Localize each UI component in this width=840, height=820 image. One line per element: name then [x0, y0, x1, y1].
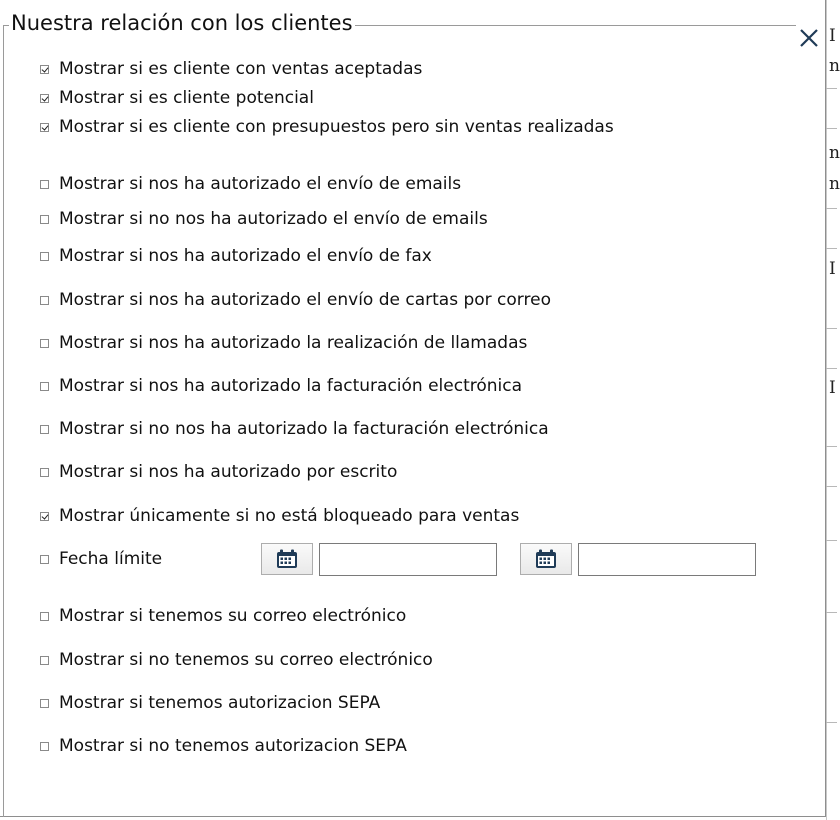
option-row-tenemos-sepa[interactable]	[40, 691, 380, 715]
option-label: Mostrar si nos ha autorizado el envío de fax	[59, 246, 432, 266]
checkbox-ventas-aceptadas[interactable]	[40, 65, 49, 74]
option-row-tenemos-correo[interactable]	[40, 604, 406, 628]
checkbox-tenemos-correo[interactable]	[40, 612, 49, 621]
option-label: Mostrar si no tenemos su correo electrónico	[59, 650, 433, 670]
checkbox-autorizado-llamadas[interactable]	[40, 339, 49, 348]
checkbox-no-tenemos-sepa[interactable]	[40, 742, 49, 751]
calendar-icon	[535, 549, 557, 569]
option-row-autorizado-facturacion[interactable]	[40, 374, 522, 398]
background-divider	[826, 446, 837, 447]
option-row-cliente-potencial[interactable]	[40, 86, 314, 110]
option-label: Mostrar si es cliente con ventas aceptadas	[59, 59, 423, 79]
background-text: I	[829, 26, 836, 46]
background-divider	[826, 208, 837, 209]
option-label: Fecha límite	[59, 549, 163, 569]
background-text: n	[829, 143, 840, 163]
option-label: Mostrar si no nos ha autorizado el envío de emails	[59, 209, 488, 229]
option-label: Mostrar si no tenemos autorizacion SEPA	[59, 736, 407, 756]
close-x-icon	[795, 24, 823, 52]
option-row-no-autorizado-emails[interactable]	[40, 207, 488, 231]
background-divider	[826, 88, 837, 89]
option-label: Mostrar si tenemos autorizacion SEPA	[59, 693, 381, 713]
option-label: Mostrar si nos ha autorizado el envío de emails	[59, 174, 462, 194]
date-from-input[interactable]	[319, 543, 497, 576]
background-divider	[826, 722, 837, 723]
background-window	[826, 0, 838, 820]
group-title: Nuestra relación con los clientes	[11, 11, 353, 35]
option-row-no-autorizado-facturacion[interactable]	[40, 417, 549, 441]
option-row-no-tenemos-sepa[interactable]	[40, 734, 407, 758]
background-text: I	[829, 259, 836, 279]
checkbox-cliente-potencial[interactable]	[40, 94, 49, 103]
checkbox-tenemos-sepa[interactable]	[40, 699, 49, 708]
checkbox-autorizado-emails[interactable]	[40, 180, 49, 189]
option-row-autorizado-fax[interactable]	[40, 244, 432, 268]
date-to-input[interactable]	[578, 543, 756, 576]
background-text: n	[829, 174, 840, 194]
checkbox-no-autorizado-emails[interactable]	[40, 215, 49, 224]
option-label: Mostrar si es cliente con presupuestos pero sin ventas realizadas	[59, 117, 614, 137]
background-divider	[826, 248, 837, 249]
checkbox-no-tenemos-correo[interactable]	[40, 656, 49, 665]
option-row-no-bloqueado-ventas[interactable]	[40, 504, 519, 528]
option-row-autorizado-cartas[interactable]	[40, 288, 551, 312]
option-label: Mostrar si tenemos su correo electrónico	[59, 606, 407, 626]
option-row-autorizado-escrito[interactable]	[40, 460, 397, 484]
checkbox-no-bloqueado-ventas[interactable]	[40, 512, 49, 521]
option-row-presupuestos-sin-ventas[interactable]	[40, 115, 614, 139]
calendar-icon	[276, 549, 298, 569]
option-label: Mostrar si es cliente potencial	[59, 88, 314, 108]
date-from-calendar-button[interactable]	[261, 543, 313, 575]
checkbox-autorizado-escrito[interactable]	[40, 468, 49, 477]
option-row-no-tenemos-correo[interactable]	[40, 648, 433, 672]
checkbox-autorizado-fax[interactable]	[40, 252, 49, 261]
background-divider	[826, 612, 837, 613]
checkbox-autorizado-facturacion[interactable]	[40, 382, 49, 391]
close-button[interactable]	[795, 24, 823, 52]
checkbox-autorizado-cartas[interactable]	[40, 296, 49, 305]
background-divider	[826, 128, 837, 129]
background-divider	[826, 486, 837, 487]
option-label: Mostrar si nos ha autorizado la facturación electrónica	[59, 376, 523, 396]
option-row-autorizado-emails[interactable]	[40, 172, 461, 196]
option-row-ventas-aceptadas[interactable]	[40, 57, 422, 81]
background-divider	[826, 368, 837, 369]
checkbox-fecha-limite[interactable]	[40, 555, 49, 564]
background-text: n	[829, 56, 840, 76]
option-label: Mostrar si nos ha autorizado la realización de llamadas	[59, 333, 528, 353]
option-row-fecha-limite[interactable]	[40, 547, 162, 571]
checkbox-presupuestos-sin-ventas[interactable]	[40, 123, 49, 132]
background-divider	[826, 540, 837, 541]
option-row-autorizado-llamadas[interactable]	[40, 331, 527, 355]
date-to-calendar-button[interactable]	[520, 543, 572, 575]
background-divider	[826, 328, 837, 329]
option-label: Mostrar únicamente si no está bloqueado para ventas	[59, 506, 520, 526]
option-label: Mostrar si nos ha autorizado el envío de cartas por correo	[59, 290, 551, 310]
option-label: Mostrar si no nos ha autorizado la facturación electrónica	[59, 419, 549, 439]
option-label: Mostrar si nos ha autorizado por escrito	[59, 462, 398, 482]
background-text: I	[829, 378, 836, 398]
checkbox-no-autorizado-facturacion[interactable]	[40, 425, 49, 434]
